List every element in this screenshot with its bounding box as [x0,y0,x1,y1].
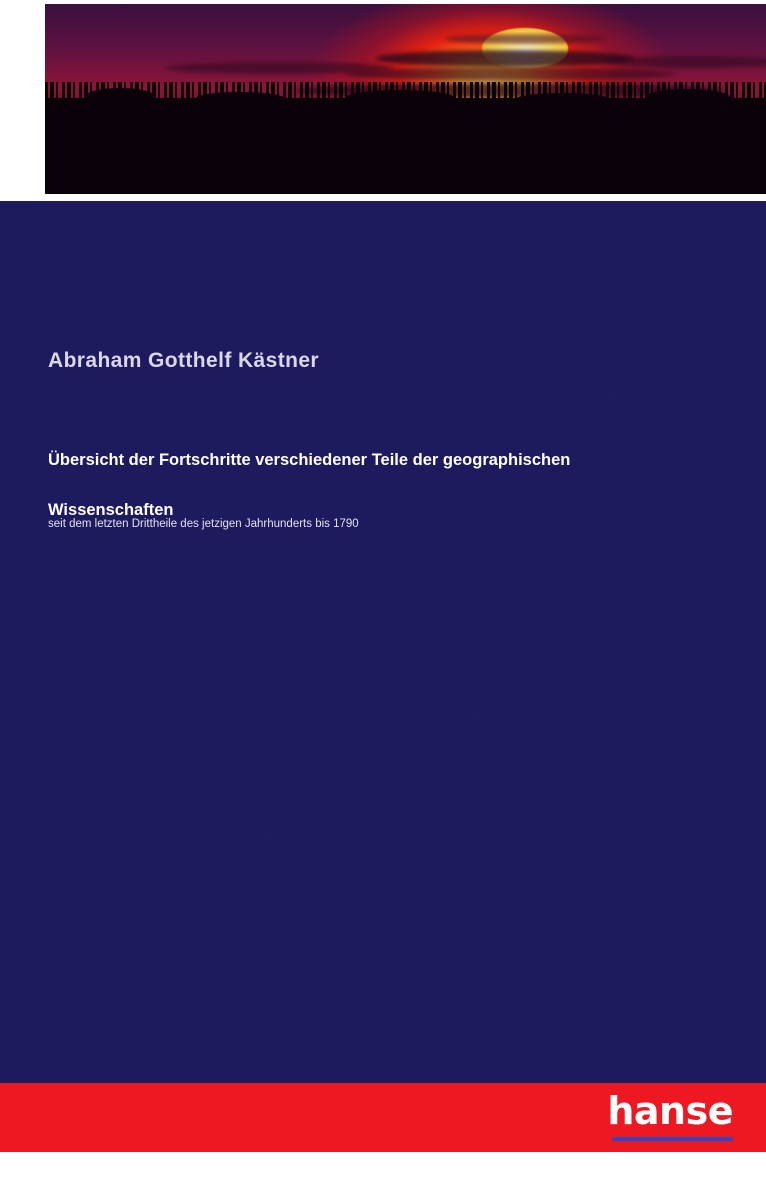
sunset-over-treeline-photo [45,4,766,194]
cloud-band [345,67,675,81]
cover-background [0,201,766,1083]
book-subtitle: seit dem letzten Drittheile des jetzigen Jahrhunderts bis 1790 [48,518,359,530]
book-title: Übersicht der Fortschritte verschiedener Teile der geographischen Wissenschaften [48,451,571,519]
cloud-band [165,62,395,74]
cloud-band [375,50,635,67]
cover-photo-frame [0,0,766,201]
treeline-silhouette [45,98,766,194]
cloud-band [445,34,605,44]
bottom-margin [0,1152,766,1184]
publisher-logo-underline [612,1137,733,1141]
publisher-logo: hanse [607,1089,733,1133]
author-name: Abraham Gotthelf Kästner [48,349,319,372]
